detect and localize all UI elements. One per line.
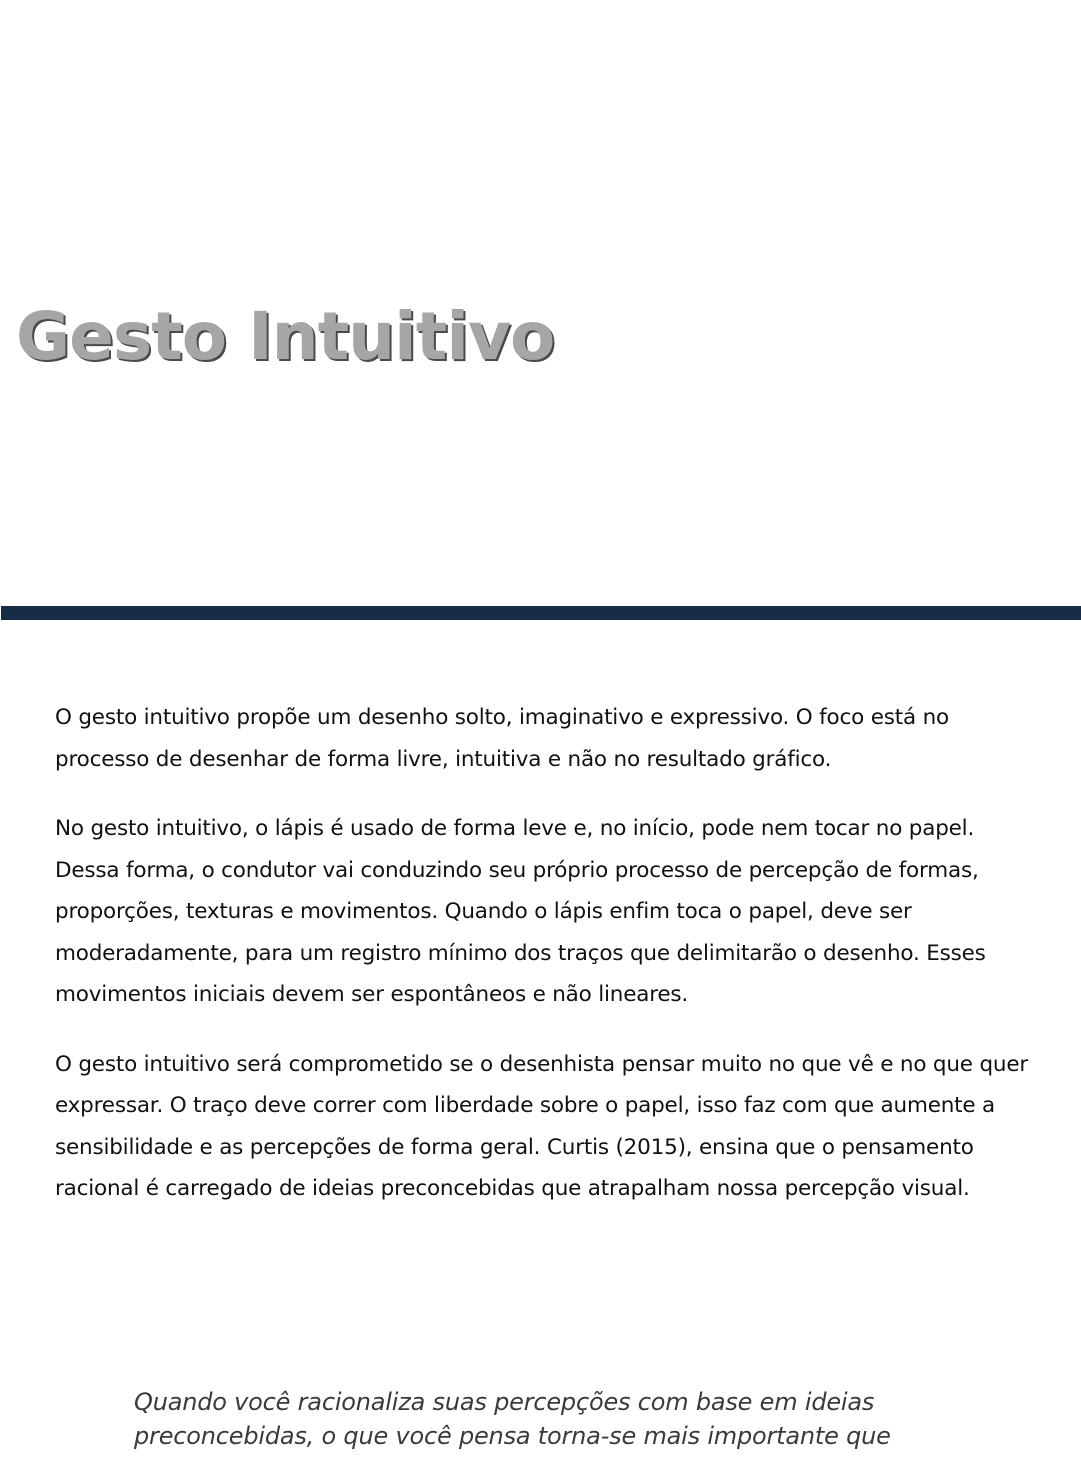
body-content	[55, 697, 1030, 1238]
page-title: Gesto Intuitivo	[16, 298, 555, 375]
section-divider	[1, 606, 1081, 620]
body-paragraph: O gesto intuitivo será comprometido se o desenhista pensar muito no que vê e no que quer expressar. O traço deve correr com liberdade sobre o papel, isso faz com que aumente a sensibilidade e as percepções de forma geral. Curtis (2015), ensina que o pensamento racional é carregado de ideias preconcebidas que atrapalham nossa percepção visual.	[55, 1051, 1028, 1201]
body-paragraph: No gesto intuitivo, o lápis é usado de forma leve e, no início, pode nem tocar no papel. Dessa forma, o condutor vai conduzindo seu próprio processo de percepção de formas, proporções, texturas e movimentos. Quando o lápis enfim toca o papel, deve ser moderadamente, para um registro mínimo dos traços que delimitarão o desenho. Esses movimentos iniciais devem ser espontâneos e não lineares.	[55, 816, 986, 1007]
block-quote: Quando você racionaliza suas percepções com base em ideias preconcebidas, o que você pensa torna-se mais importante que	[134, 1388, 891, 1450]
body-paragraph: O gesto intuitivo propõe um desenho solto, imaginativo e expressivo. O foco está no processo de desenhar de forma livre, intuitiva e não no resultado gráfico.	[55, 705, 949, 772]
